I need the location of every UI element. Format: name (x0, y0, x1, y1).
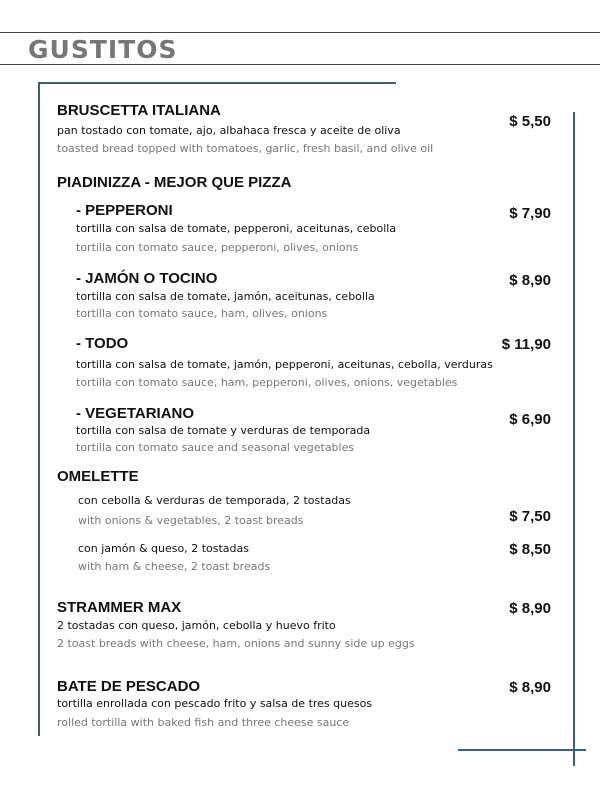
item-vegetariano-price: $ 6,90 (509, 411, 551, 428)
item-omelette-opt1-price: $ 7,50 (509, 508, 551, 525)
item-strammer-desc-en: 2 toast breads with cheese, ham, onions and sunny side up eggs (57, 637, 415, 650)
item-jamon-desc-es: tortilla con salsa de tomate, jamón, aceitunas, cebolla (76, 290, 375, 303)
item-omelette-opt2-price: $ 8,50 (509, 541, 551, 558)
item-strammer-price: $ 8,90 (509, 600, 551, 617)
frame-left-line (38, 82, 40, 736)
item-pepperoni-desc-en: tortilla con tomato sauce, pepperoni, olives, onions (76, 241, 359, 254)
frame-right-line (573, 112, 575, 766)
item-strammer-desc-es: 2 tostadas con queso, jamón, cebolla y huevo frito (57, 619, 336, 632)
header-top-rule (0, 32, 600, 33)
item-todo-desc-es: tortilla con salsa de tomate, jamón, pepperoni, aceitunas, cebolla, verduras (76, 358, 493, 371)
item-pepperoni-desc-es: tortilla con salsa de tomate, pepperoni, aceitunas, cebolla (76, 222, 397, 235)
item-pepperoni-price: $ 7,90 (509, 205, 551, 222)
item-strammer-name: STRAMMER MAX (57, 599, 182, 616)
item-vegetariano-desc-es: tortilla con salsa de tomate y verduras de temporada (76, 424, 371, 437)
item-bruschetta-price: $ 5,50 (509, 113, 551, 130)
item-omelette-opt2-desc-en: with ham & cheese, 2 toast breads (78, 560, 271, 573)
item-vegetariano-name: - VEGETARIANO (76, 405, 195, 422)
item-pescado-desc-en: rolled tortilla with baked fish and three cheese sauce (57, 716, 350, 729)
section-piadinizza-heading: PIADINIZZA - MEJOR QUE PIZZA (57, 174, 292, 191)
item-omelette-opt1-desc-en: with onions & vegetables, 2 toast breads (78, 514, 304, 527)
item-bruschetta-desc-es: pan tostado con tomate, ajo, albahaca fresca y aceite de oliva (57, 124, 401, 137)
item-jamon-price: $ 8,90 (509, 272, 551, 289)
item-pepperoni-name: - PEPPERONI (76, 202, 173, 219)
item-bruschetta-name: BRUSCETTA ITALIANA (57, 102, 221, 119)
frame-bottom-line (458, 749, 586, 751)
page-title: GUSTITOS (28, 35, 178, 64)
item-pescado-price: $ 8,90 (509, 679, 551, 696)
item-todo-price: $ 11,90 (501, 336, 551, 353)
frame-top-line (38, 82, 396, 84)
item-jamon-name: - JAMÓN O TOCINO (76, 270, 218, 287)
item-jamon-desc-en: tortilla con tomato sauce, ham, olives, onions (76, 307, 328, 320)
item-bruschetta-desc-en: toasted bread topped with tomatoes, garlic, fresh basil, and olive oil (57, 142, 434, 155)
item-vegetariano-desc-en: tortilla con tomato sauce and seasonal vegetables (76, 441, 355, 454)
item-todo-name: - TODO (76, 335, 129, 352)
item-omelette-opt1-desc-es: con cebolla & verduras de temporada, 2 tostadas (78, 494, 351, 507)
item-todo-desc-en: tortilla con tomato sauce, ham, pepperoni, olives, onions, vegetables (76, 376, 458, 389)
item-pescado-desc-es: tortilla enrollada con pescado frito y salsa de tres quesos (57, 697, 373, 710)
header-bottom-rule (0, 64, 600, 65)
item-omelette-opt2-desc-es: con jamón & queso, 2 tostadas (78, 542, 249, 555)
section-omelette-heading: OMELETTE (57, 468, 139, 485)
item-pescado-name: BATE DE PESCADO (57, 678, 201, 695)
